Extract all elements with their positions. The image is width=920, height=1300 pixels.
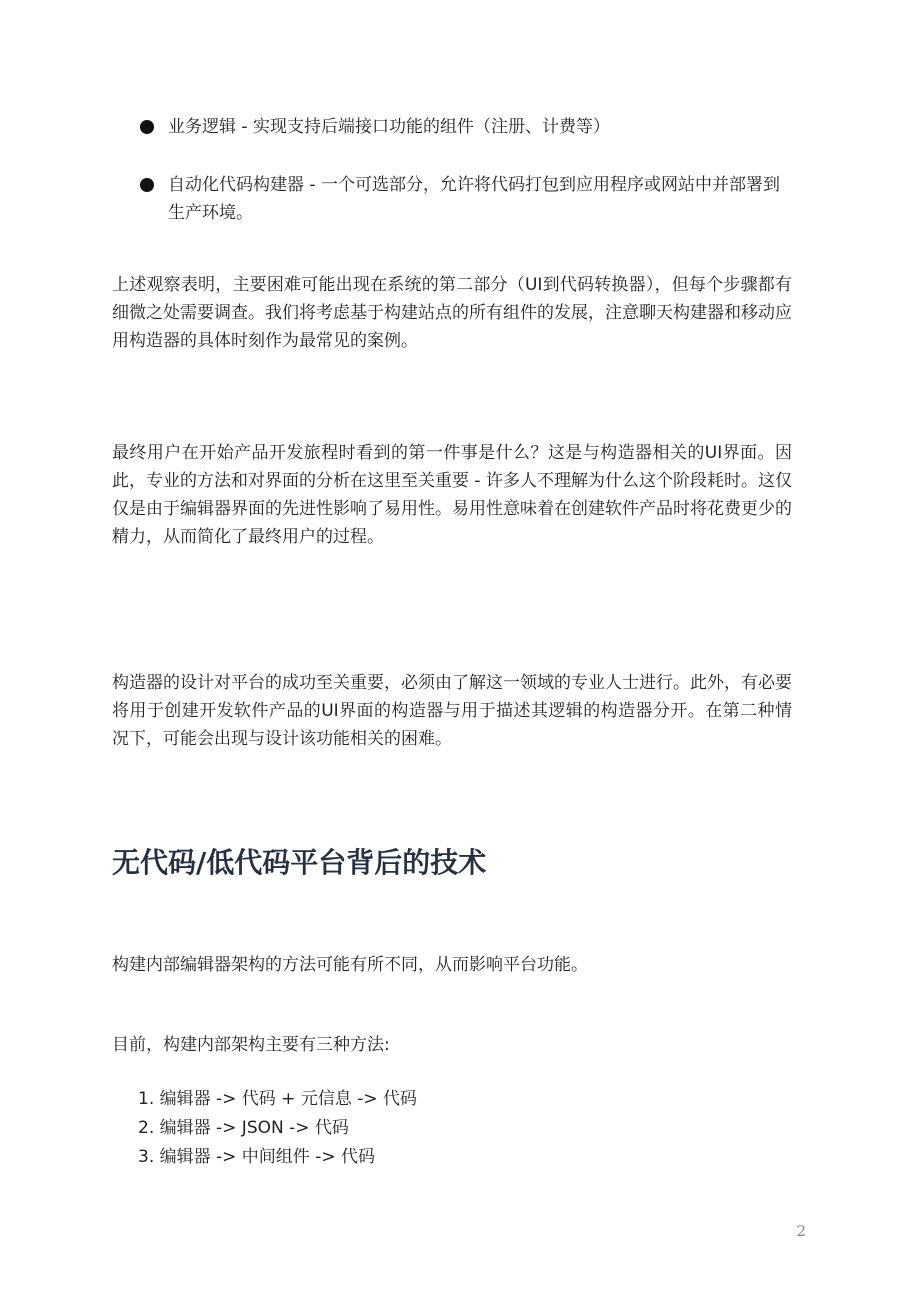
list-item: 1. 编辑器 -> 代码 + 元信息 -> 代码: [138, 1089, 418, 1109]
list-item: 2. 编辑器 -> JSON -> 代码: [138, 1118, 349, 1138]
list-item: 3. 编辑器 -> 中间组件 -> 代码: [138, 1147, 375, 1167]
bullet-item: [140, 171, 790, 227]
paragraph: 构造器的设计对平台的成功至关重要，必须由了解这一领域的专业人士进行。此外，有必要将用于创建开发软件产品的UI界面的构造器与用于描述其逻辑的构造器分开。在第二种情况下，可能会出现与设计该功能相关的困难。: [112, 673, 792, 749]
page-number: 2: [796, 1222, 806, 1240]
paragraph: 构建内部编辑器架构的方法可能有所不同，从而影响平台功能。: [112, 955, 588, 975]
section-heading: 无代码/低代码平台背后的技术: [112, 846, 487, 879]
bullet-text: 业务逻辑 - 实现支持后端接口功能的组件（注册、计费等）: [168, 117, 610, 137]
paragraph: 上述观察表明，主要困难可能出现在系统的第二部分（UI到代码转换器），但每个步骤都有细微之处需要调查。我们将考虑基于构建站点的所有组件的发展，注意聊天构建器和移动应用构造器的具体时刻作为最常见的案例。: [112, 275, 792, 351]
bullet-text: 自动化代码构建器 - 一个可选部分，允许将代码打包到应用程序或网站中并部署到生产环境。: [168, 175, 780, 223]
ordered-list: [138, 1085, 417, 1172]
bullet-dot-icon: [140, 178, 154, 192]
bullet-item: [140, 113, 790, 141]
paragraph: 目前，构建内部架构主要有三种方法:: [112, 1035, 390, 1055]
bullet-dot-icon: [140, 120, 154, 134]
paragraph: 最终用户在开始产品开发旅程时看到的第一件事是什么？这是与构造器相关的UI界面。因此，专业的方法和对界面的分析在这里至关重要 - 许多人不理解为什么这个阶段耗时。这仅仅是由于编辑器界面的先进性影响了易用性。易用性意味着在创建软件产品时将花费更少的精力，从而简化了最终用户的过程。: [112, 443, 792, 547]
